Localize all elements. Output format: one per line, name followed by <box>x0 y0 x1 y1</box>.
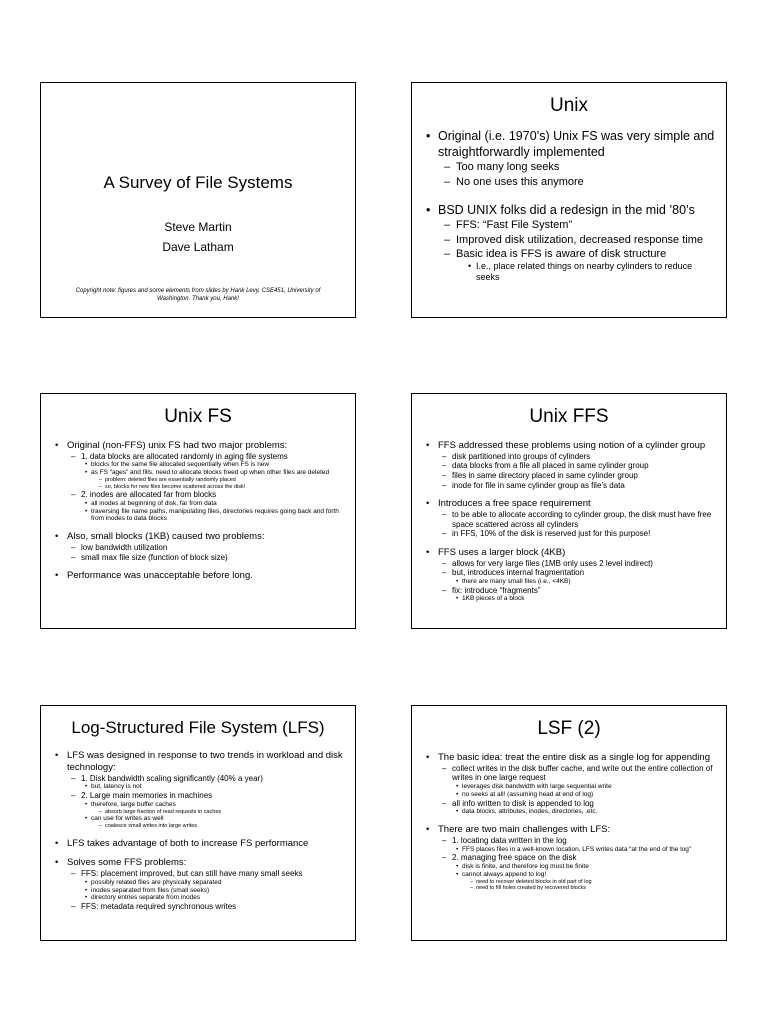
bullet-level-2: – allows for very large files (1MB only uses 2 level indirect) <box>426 559 716 569</box>
slide-heading: Log-Structured File System (LFS) <box>71 718 325 737</box>
bullet-level-1: • Original (i.e. 1970’s) Unix FS was very simple and straightforwardly implemented <box>426 129 716 160</box>
bullet-level-1: • FFS addressed these problems using notion of a cylinder group <box>426 440 716 452</box>
bullet-level-2: – inode for file in same cylinder group as file’s data <box>426 481 716 491</box>
slide-heading: Unix FFS <box>529 406 609 427</box>
slide-heading: LSF (2) <box>537 718 601 739</box>
bullet-level-2: – 2. managing free space on the disk <box>426 853 716 863</box>
slide-heading: Unix <box>549 95 588 116</box>
bullet-level-3: • FFS places files in a well-known location, LFS writes data “at the end of the log” <box>426 846 716 854</box>
bullet-level-2: – No one uses this anymore <box>426 175 716 189</box>
bullet-level-2: – disk partitioned into groups of cylinders <box>426 452 716 462</box>
bullet-list <box>41 440 355 582</box>
bullet-level-3: • all inodes at beginning of disk, far from data <box>55 500 345 508</box>
bullet-level-4: – need to fill holes created by recovered blocks <box>426 885 716 892</box>
bullet-level-4: – so, blocks for new files become scattered across the disk! <box>55 484 345 491</box>
bullet-level-2: – in FFS, 10% of the disk is reserved just for this purpose! <box>426 529 716 539</box>
bullet-level-2: – Improved disk utilization, decreased response time <box>426 233 716 247</box>
bullet-level-2: – small max file size (function of block size) <box>55 553 345 563</box>
slide-unix <box>411 82 727 318</box>
bullet-level-2: – 2. Large main memories in machines <box>55 791 345 801</box>
bullet-level-2: – 1. Disk bandwidth scaling significantly (40% a year) <box>55 774 345 784</box>
slide-lsf-2 <box>411 705 727 941</box>
bullet-list <box>412 129 726 283</box>
bullet-level-2: – all info written to disk is appended to log <box>426 799 716 809</box>
bullet-level-3: • therefore, large buffer caches <box>55 801 345 809</box>
bullet-level-3: • can use for writes as well <box>55 815 345 823</box>
bullet-level-2: – files in same directory placed in same cylinder group <box>426 471 716 481</box>
bullet-level-4: – need to recover deleted blocks in old part of log <box>426 879 716 886</box>
bullet-level-2: – fix: introduce “fragments” <box>426 586 716 596</box>
bullet-level-3: • but, latency is not <box>55 783 345 791</box>
bullet-level-2: – FFS: “Fast File System” <box>426 218 716 232</box>
bullet-level-2: – 2. inodes are allocated far from blocks <box>55 490 345 500</box>
bullet-list <box>412 752 726 892</box>
bullet-level-3: • possibly related files are physically separated <box>55 879 345 887</box>
bullet-level-1: • Performance was unacceptable before long. <box>55 570 345 582</box>
bullet-level-1: • Introduces a free space requirement <box>426 498 716 510</box>
bullet-level-1: • BSD UNIX folks did a redesign in the mid ’80’s <box>426 203 716 219</box>
bullet-level-4: – coalesce small writes into large writes <box>55 823 345 830</box>
bullet-level-1: • Solves some FFS problems: <box>55 857 345 869</box>
bullet-level-1: • Also, small blocks (1KB) caused two problems: <box>55 531 345 543</box>
bullet-level-2: – Basic idea is FFS is aware of disk structure <box>426 247 716 261</box>
slide-heading: Unix FS <box>164 406 232 427</box>
bullet-level-2: – data blocks from a file all placed in same cylinder group <box>426 461 716 471</box>
bullet-level-3: • cannot always append to log! <box>426 871 716 879</box>
author-name: Dave Latham <box>162 240 234 254</box>
bullet-level-1: • LFS was designed in response to two trends in workload and disk technology: <box>55 750 345 774</box>
slide-unix-fs <box>40 393 356 629</box>
bullet-level-3: • data blocks, attributes, inodes, directories, .etc. <box>426 808 716 816</box>
bullet-level-3: • 1KB pieces of a block <box>426 595 716 603</box>
bullet-level-3: • disk is finite, and therefore log must be finite <box>426 863 716 871</box>
bullet-level-1: • There are two main challenges with LFS: <box>426 824 716 836</box>
copyright-note: Copyright note: figures and some elements from slides by Hank Levy, CSE451, University of Washington. Thank you, Hank! <box>75 288 321 302</box>
bullet-level-3: • inodes separated from files (small seeks) <box>55 887 345 895</box>
bullet-level-2: – FFS: metadata required synchronous writes <box>55 902 345 912</box>
bullet-level-2: – low bandwidth utilization <box>55 543 345 553</box>
presentation-title: A Survey of File Systems <box>103 173 293 192</box>
bullet-level-3: • directory entries separate from inodes <box>55 894 345 902</box>
bullet-list <box>41 750 355 912</box>
bullet-list <box>412 440 726 603</box>
bullet-level-3: • as FS “ages” and fills, need to allocate blocks freed up when other files are deleted <box>55 469 345 477</box>
author-name: Steve Martin <box>164 220 232 234</box>
slide-lfs <box>40 705 356 941</box>
bullet-level-3: • I.e., place related things on nearby cylinders to reduce seeks <box>426 261 716 283</box>
bullet-level-2: – but, introduces internal fragmentation <box>426 568 716 578</box>
bullet-level-2: – Too many long seeks <box>426 160 716 174</box>
bullet-level-1: • Original (non-FFS) unix FS had two major problems: <box>55 440 345 452</box>
bullet-level-4: – problem: deleted files are essentially randomly placed <box>55 477 345 484</box>
slide-unix-ffs <box>411 393 727 629</box>
bullet-level-3: • there are many small files (i.e., <4KB) <box>426 578 716 586</box>
bullet-level-2: – 1. locating data written in the log <box>426 836 716 846</box>
bullet-level-2: – collect writes in the disk buffer cache, and write out the entire collection of writes in one large request <box>426 764 716 783</box>
bullet-level-3: • blocks for the same file allocated sequentially when FS is new <box>55 461 345 469</box>
bullet-level-3: • traversing file name paths, manipulating files, directories requires going back and forth from inodes to data blocks <box>55 508 345 524</box>
bullet-level-1: • FFS uses a larger block (4KB) <box>426 547 716 559</box>
bullet-level-2: – to be able to allocate according to cylinder group, the disk must have free space scattered across all cylinders <box>426 510 716 529</box>
bullet-level-1: • LFS takes advantage of both to increase FS performance <box>55 838 345 850</box>
bullet-level-2: – FFS: placement improved, but can still have many small seeks <box>55 869 345 879</box>
slide-title <box>40 82 356 318</box>
bullet-level-4: – absorb large fraction of read requests in caches <box>55 809 345 816</box>
bullet-level-1: • The basic idea: treat the entire disk as a single log for appending <box>426 752 716 764</box>
bullet-level-2: – 1. data blocks are allocated randomly in aging file systems <box>55 452 345 462</box>
bullet-level-3: • no seeks at all! (assuming head at end of log) <box>426 791 716 799</box>
bullet-level-3: • leverages disk bandwidth with large sequential write <box>426 783 716 791</box>
